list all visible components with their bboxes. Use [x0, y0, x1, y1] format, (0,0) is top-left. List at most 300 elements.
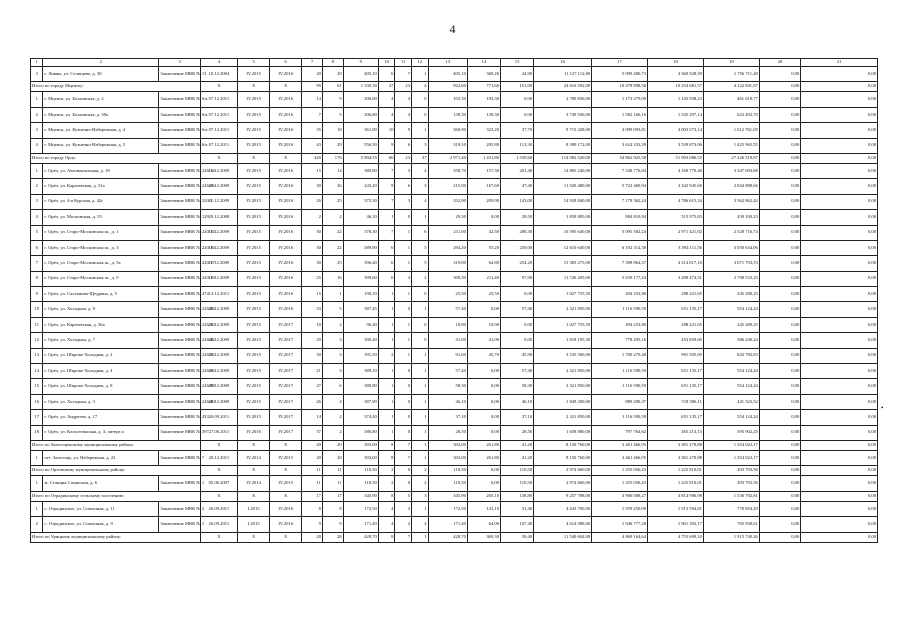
document-cell: Заключение МВК № 6/к [159, 107, 200, 122]
table-row [31, 287, 878, 302]
row-number-cell: 14 [31, 364, 43, 379]
table-cell: 294,20 [428, 240, 467, 255]
table-row [31, 517, 878, 532]
subtotal-cell: 2 974 660,00 [534, 466, 592, 476]
row-number-cell: 1 [31, 476, 43, 491]
address-cell: г. Орёл, ул. Холодная, д. 3 [43, 394, 159, 409]
table-row [31, 194, 878, 209]
subtotal-cell: 37 [411, 153, 428, 163]
table-row [31, 256, 878, 271]
table-cell: 1 545 297,14 [648, 107, 704, 122]
table-cell: 0 [395, 425, 412, 440]
table-cell: 7 179 362,24 [592, 194, 648, 209]
table-cell: 141,10 [467, 501, 500, 516]
table-cell: 103,30 [467, 92, 500, 107]
table-cell: 0,00 [759, 287, 800, 302]
register-sheet [30, 58, 878, 543]
column-number-cell: 4 [200, 59, 237, 67]
date-cell: IV.2015 [238, 394, 270, 409]
table-cell: 0,00 [759, 348, 800, 363]
table-cell: 11 [302, 476, 323, 491]
table-cell: 2 321 850,00 [534, 410, 592, 425]
date-cell: 20.09.2011 [200, 410, 237, 425]
table-cell: 0,00 [801, 348, 878, 363]
table-cell: 0,00 [467, 379, 500, 394]
table-cell: 461 618,77 [703, 92, 759, 107]
table-cell: 215,00 [428, 179, 467, 194]
date-cell: 10.12.2004 [200, 67, 237, 82]
document-cell: Заключение МВК № 13 [159, 67, 200, 82]
table-cell: 1 [395, 317, 412, 332]
subtotal-cell: 0,00 [759, 153, 800, 163]
table-cell: 3 [322, 333, 343, 348]
subtotal-cell: X [270, 153, 302, 163]
table-cell: 0,00 [801, 67, 878, 82]
table-cell: 2 971 421,02 [648, 225, 704, 240]
table-row [31, 364, 878, 379]
subtotal-row [31, 440, 878, 450]
subtotal-cell: 1 536 792,81 [703, 491, 759, 501]
table-cell: 29,50 [501, 210, 534, 225]
date-cell: IV.2015 [238, 123, 270, 138]
table-cell: 1 [411, 123, 428, 138]
table-cell: 1 [411, 379, 428, 394]
table-row [31, 210, 878, 225]
document-cell: Заключение МВК № 226/14 [159, 163, 200, 178]
subtotal-cell: 0,00 [801, 82, 878, 92]
subtotal-cell: 3 461 466,95 [592, 440, 648, 450]
table-cell: 1 [411, 302, 428, 317]
document-cell: Заключение МВК № 226/42 [159, 333, 200, 348]
row-number-cell: 6 [31, 240, 43, 255]
table-cell: 0,00 [467, 210, 500, 225]
table-cell: 0,00 [759, 501, 800, 516]
page-number: 4 [449, 22, 456, 36]
table-cell: 0,00 [759, 107, 800, 122]
date-cell: 07.12.2011 [200, 123, 237, 138]
table-cell: 25 [302, 271, 323, 286]
table-cell: 6 [378, 240, 395, 255]
column-number-cell: 3 [159, 59, 200, 67]
subtotal-label: Итого по городу Мценску: [31, 82, 201, 92]
table-cell: 7 398 864,37 [592, 256, 648, 271]
table-cell: 1 946 777,28 [592, 517, 648, 532]
subtotal-cell: 303,00 [428, 440, 467, 450]
table-cell: 29,50 [428, 210, 467, 225]
address-cell: г. Орёл, ул. Старо-Московская ш., д. 3 [43, 240, 159, 255]
table-cell: 22 [322, 225, 343, 240]
table-cell: 3 749 936,00 [534, 107, 592, 122]
table-cell: 3 562 862,42 [703, 194, 759, 209]
table-cell: 389,10 [343, 364, 378, 379]
table-cell: 494 253,80 [592, 287, 648, 302]
table-cell: 0,00 [501, 333, 534, 348]
table-cell: 209,90 [467, 194, 500, 209]
table-cell: 9 [378, 138, 395, 153]
subtotal-cell: X [270, 491, 302, 501]
table-cell: 1 [378, 210, 395, 225]
table-cell: 16 [322, 271, 343, 286]
subtotal-cell: 0,00 [759, 440, 800, 450]
table-cell: 0,00 [759, 364, 800, 379]
column-number-cell: 5 [238, 59, 270, 67]
date-cell: IV.2017 [270, 364, 302, 379]
subtotal-label: Итого по городу Орлу: [31, 153, 201, 163]
table-cell: 0,00 [759, 317, 800, 332]
subtotal-cell: X [238, 491, 270, 501]
table-cell: 15 [302, 287, 323, 302]
table-cell: 1 612 761,05 [703, 123, 759, 138]
subtotal-cell: X [200, 466, 237, 476]
column-number-cell: 8 [322, 59, 343, 67]
subtotal-cell: 0,00 [801, 491, 878, 501]
table-cell: 0,00 [801, 107, 878, 122]
table-cell: 3 539 873,06 [648, 138, 704, 153]
table-cell: 1 [411, 501, 428, 516]
table-cell: 5 [322, 107, 343, 122]
subtotal-label: Итого по Орловскому муниципальному району: [31, 466, 201, 476]
subtotal-cell: 1 [411, 532, 428, 542]
subtotal-cell: X [238, 466, 270, 476]
table-cell: 0,00 [759, 240, 800, 255]
table-cell: 5 [322, 302, 343, 317]
table-row [31, 138, 878, 153]
table-cell: 167,60 [467, 179, 500, 194]
table-cell: 554 124,24 [703, 379, 759, 394]
subtotal-cell: 261,80 [467, 440, 500, 450]
table-cell: 4 [395, 271, 412, 286]
date-cell: IV.2017 [270, 394, 302, 409]
table-cell: 30 [302, 225, 323, 240]
table-cell: 323,20 [467, 123, 500, 138]
table-cell: 2 [378, 476, 395, 491]
table-cell: 0,00 [801, 92, 878, 107]
table-cell: 206,00 [343, 92, 378, 107]
table-cell: 0,00 [801, 210, 878, 225]
subtotal-cell: 2 [378, 466, 395, 476]
table-cell: 45,90 [501, 348, 534, 363]
table-cell: 390,40 [343, 333, 378, 348]
subtotal-cell: 3 814 986,98 [648, 491, 704, 501]
date-cell: IV.2016 [270, 179, 302, 194]
subtotal-cell: 1 225 810,01 [648, 466, 704, 476]
table-cell: 110,50 [501, 476, 534, 491]
table-cell: 0,00 [759, 379, 800, 394]
column-number-cell: 11 [395, 59, 412, 67]
table-cell: 2 [322, 410, 343, 425]
table-cell: 2 [322, 425, 343, 440]
table-cell: 1 618 195,30 [534, 333, 592, 348]
table-cell: 386,80 [343, 425, 378, 440]
date-cell: 12.12.2011 [200, 287, 237, 302]
table-row [31, 317, 878, 332]
table-cell: 11 726 205,00 [534, 271, 592, 286]
table-cell: 1 [395, 348, 412, 363]
table-cell: 6 [378, 256, 395, 271]
table-cell: 10 [378, 123, 395, 138]
date-cell: IV.2015 [238, 333, 270, 348]
date-cell: IV.2016 [270, 92, 302, 107]
table-row [31, 123, 878, 138]
table-cell: 7 [395, 450, 412, 465]
table-cell: 3 461 466,95 [592, 450, 648, 465]
subtotal-cell: X [270, 440, 302, 450]
table-cell: 2 [378, 348, 395, 363]
address-cell: г. Орёл, ул. Салтыкова-Щедрина, д. 5 [43, 287, 159, 302]
subtotal-cell: 0 [395, 466, 412, 476]
subtotal-cell: X [200, 153, 237, 163]
date-cell: IV.2015 [238, 225, 270, 240]
table-row [31, 92, 878, 107]
table-cell: 1 [395, 256, 412, 271]
table-cell: 0 [411, 317, 428, 332]
table-cell: 651 135,17 [648, 364, 704, 379]
table-cell: 1 [395, 287, 412, 302]
table-cell: 58,30 [428, 379, 467, 394]
table-cell: 14 [302, 410, 323, 425]
table-cell: 33 [302, 302, 323, 317]
table-cell: 0 [411, 92, 428, 107]
table-cell: 2 321 850,00 [534, 379, 592, 394]
table-cell: 395 902,25 [703, 425, 759, 440]
table-cell: 30 [302, 240, 323, 255]
row-number-cell: 17 [31, 410, 43, 425]
date-cell: IV.2015 [238, 271, 270, 286]
table-cell: 29 [302, 333, 323, 348]
date-cell: 20.12.2011 [200, 450, 237, 465]
table-cell: 1 [378, 302, 395, 317]
table-cell: 0,00 [801, 333, 878, 348]
table-cell: 465 213,13 [648, 425, 704, 440]
document-cell: Заключение МВК № 6/к [159, 123, 200, 138]
address-cell: г. Орёл, ул. Старо-Московская ш., д. 9 [43, 271, 159, 286]
subtotal-row [31, 491, 878, 501]
subtotal-cell: 3 906 008,27 [592, 491, 648, 501]
subtotal-cell: 23 [395, 82, 412, 92]
subtotal-cell: 1 330,30 [343, 82, 378, 92]
date-cell: IV.2017 [270, 425, 302, 440]
address-cell: г. Мценск, ул. Кузнечно-Набережная, д. 4 [43, 123, 159, 138]
date-cell: IV.2015 [238, 287, 270, 302]
table-cell: 4 786 615,34 [648, 194, 704, 209]
table-row [31, 501, 878, 516]
table-cell: 399,60 [343, 271, 378, 286]
table-cell: 26 [302, 194, 323, 209]
document-cell: Заключение МВК № 397 [159, 425, 200, 440]
table-cell: 0 [395, 302, 412, 317]
table-cell: 14 [322, 163, 343, 178]
table-cell: 0,00 [759, 123, 800, 138]
table-cell: 1 839 885,00 [534, 210, 592, 225]
subtotal-cell: 7 [395, 440, 412, 450]
table-cell: 0,00 [759, 92, 800, 107]
column-number-cell: 21 [801, 59, 878, 67]
subtotal-cell: 17 [322, 491, 343, 501]
subtotal-cell: 11 [302, 466, 323, 476]
date-cell: 05.06.2007 [200, 476, 237, 491]
table-cell: 3 381 270,88 [648, 450, 704, 465]
table-cell: 1 913 594,81 [648, 501, 704, 516]
address-cell: г. Орёл, ул. Старо-Московская ш., д. 5а [43, 256, 159, 271]
table-cell: 143,00 [501, 194, 534, 209]
table-cell: 6 [411, 225, 428, 240]
table-cell: 9 [322, 517, 343, 532]
subtotal-cell: 138,80 [501, 491, 534, 501]
address-cell: г. Орёл, ул. Андреева, д. 17 [43, 410, 159, 425]
table-cell: 4 314 617,10 [648, 256, 704, 271]
table-cell: 22 [322, 240, 343, 255]
date-cell: 07.12.2011 [200, 92, 237, 107]
table-cell: 396,40 [343, 256, 378, 271]
table-cell: 1 [378, 410, 395, 425]
table-cell: 360,90 [428, 123, 467, 138]
table-cell: 7 [378, 225, 395, 240]
table-cell: 43 [302, 138, 323, 153]
table-cell: 1 425 965,55 [703, 138, 759, 153]
subtotal-cell: 54 862 925,58 [592, 153, 648, 163]
date-cell: 29.12.2009 [200, 302, 237, 317]
address-cell: ж. Станция Саханская, д. 6 [43, 476, 159, 491]
subtotal-cell: 27 [378, 82, 395, 92]
subtotal-cell: X [238, 440, 270, 450]
date-cell: IV.2015 [238, 138, 270, 153]
table-cell: 0,00 [759, 256, 800, 271]
table-cell: 1 756 711,48 [703, 67, 759, 82]
table-cell: 9 [395, 123, 412, 138]
date-cell: 16.12.2009 [200, 163, 237, 178]
table-cell: 386 240,24 [703, 333, 759, 348]
table-body [31, 59, 878, 543]
row-number-cell: 2 [31, 517, 43, 532]
table-cell: 37 [302, 425, 323, 440]
table-cell: 8 [302, 501, 323, 516]
subtotal-cell: 428,70 [343, 532, 378, 542]
subtotal-cell: 0,00 [759, 466, 800, 476]
date-cell: IV.2016 [270, 67, 302, 82]
table-cell: 4 360 928,59 [648, 67, 704, 82]
table-cell: 375,30 [343, 194, 378, 209]
table-cell: 0,00 [759, 476, 800, 491]
table-cell: 1 116 590,59 [592, 410, 648, 425]
table-cell: 378,30 [343, 225, 378, 240]
table-cell: 352,90 [428, 194, 467, 209]
table-cell: 110,50 [428, 476, 467, 491]
table-cell: 0,00 [801, 256, 878, 271]
date-cell: IV.2015 [238, 348, 270, 363]
table-row [31, 107, 878, 122]
subtotal-cell: X [200, 82, 237, 92]
column-number-cell: 15 [501, 59, 534, 67]
subtotal-cell: 28 [322, 532, 343, 542]
table-cell: 14 928 840,00 [534, 194, 592, 209]
table-cell: 0,00 [759, 163, 800, 178]
table-cell: 770 854,20 [703, 501, 759, 516]
table-cell: 2 [395, 517, 412, 532]
subtotal-label: Итого по Залегощенскому муниципальному району: [31, 440, 201, 450]
table-cell: 2 [411, 517, 428, 532]
table-cell: 29 [322, 138, 343, 153]
table-cell: 3 624 333,39 [592, 138, 648, 153]
row-number-cell: 10 [31, 302, 43, 317]
date-cell: IV.2015 [238, 302, 270, 317]
table-cell: 0,00 [467, 425, 500, 440]
row-number-cell: 16 [31, 394, 43, 409]
table-cell: 190,10 [343, 287, 378, 302]
table-cell: 2 780 836,00 [534, 92, 592, 107]
table-cell: 387,90 [343, 394, 378, 409]
table-cell: 0,00 [759, 179, 800, 194]
table-cell: 288 221,65 [648, 317, 704, 332]
date-cell: IV.2017 [270, 410, 302, 425]
table-cell: 5 095 302,24 [592, 225, 648, 240]
table-cell: 0,00 [801, 394, 878, 409]
table-cell: 439 100,23 [703, 210, 759, 225]
date-cell: IV.2015 [238, 67, 270, 82]
subtotal-cell: 11 540 604,00 [534, 532, 592, 542]
subtotal-cell: 3 [411, 491, 428, 501]
date-cell: IV.2017 [270, 333, 302, 348]
row-number-cell: 12 [31, 333, 43, 348]
table-cell: 10,90 [428, 317, 467, 332]
subtotal-cell: X [270, 466, 302, 476]
table-cell: 441 323,52 [703, 394, 759, 409]
table-cell: 9 715 428,00 [534, 123, 592, 138]
table-cell: 64,00 [467, 517, 500, 532]
table-cell: 387,45 [343, 302, 378, 317]
subtotal-label: Итого по Отрадинскому сельскому поселению: [31, 491, 201, 501]
table-cell: 4 [322, 394, 343, 409]
table-cell: 1 [411, 364, 428, 379]
table-row [31, 179, 878, 194]
document-cell: Заключение МВК № 226/26 [159, 179, 200, 194]
table-row [31, 476, 878, 491]
address-cell: с. Отрадинское, ул. Совхозная, д. 9 [43, 517, 159, 532]
table-cell: 361,00 [343, 123, 378, 138]
table-cell: 389,90 [343, 240, 378, 255]
date-cell: 23.12.2009 [200, 179, 237, 194]
table-cell: 261,80 [467, 450, 500, 465]
table-cell: 556,50 [343, 138, 378, 153]
subtotal-cell: X [238, 153, 270, 163]
subtotal-cell: 369,30 [467, 532, 500, 542]
table-cell: 0,00 [501, 92, 534, 107]
document-cell: Заключение МВК № 226/38 [159, 379, 200, 394]
table-cell: 2 321 850,00 [534, 364, 592, 379]
subtotal-cell: 24 616 592,00 [534, 82, 592, 92]
table-cell: 208,30 [501, 225, 534, 240]
table-cell: 11 920 480,00 [534, 179, 592, 194]
date-cell: IV.2015 [238, 194, 270, 209]
subtotal-cell: 114 082 520,00 [534, 153, 592, 163]
table-cell: 4 [395, 107, 412, 122]
table-cell: 211,40 [467, 271, 500, 286]
table-cell: 6 [378, 271, 395, 286]
address-cell: г. Мценск, ул. Болховская, д. 2 [43, 92, 159, 107]
subtotal-cell: 8 150 760,00 [534, 440, 592, 450]
table-cell: 651 135,17 [648, 379, 704, 394]
column-number-cell: 10 [378, 59, 395, 67]
table-cell: 3 671 793,53 [703, 256, 759, 271]
table-cell: 843 783,83 [703, 348, 759, 363]
table-cell: 0,00 [801, 501, 878, 516]
address-cell: г. Орёл, ул. Широко-Холодная, д. 8 [43, 379, 159, 394]
table-cell: 20 [302, 67, 323, 82]
date-cell: 07.12.2011 [200, 138, 237, 153]
table-cell: 0,00 [801, 271, 878, 286]
table-cell: 1 145 938,23 [648, 92, 704, 107]
table-cell: 1 173 279,00 [592, 92, 648, 107]
table-cell: 1 [411, 67, 428, 82]
